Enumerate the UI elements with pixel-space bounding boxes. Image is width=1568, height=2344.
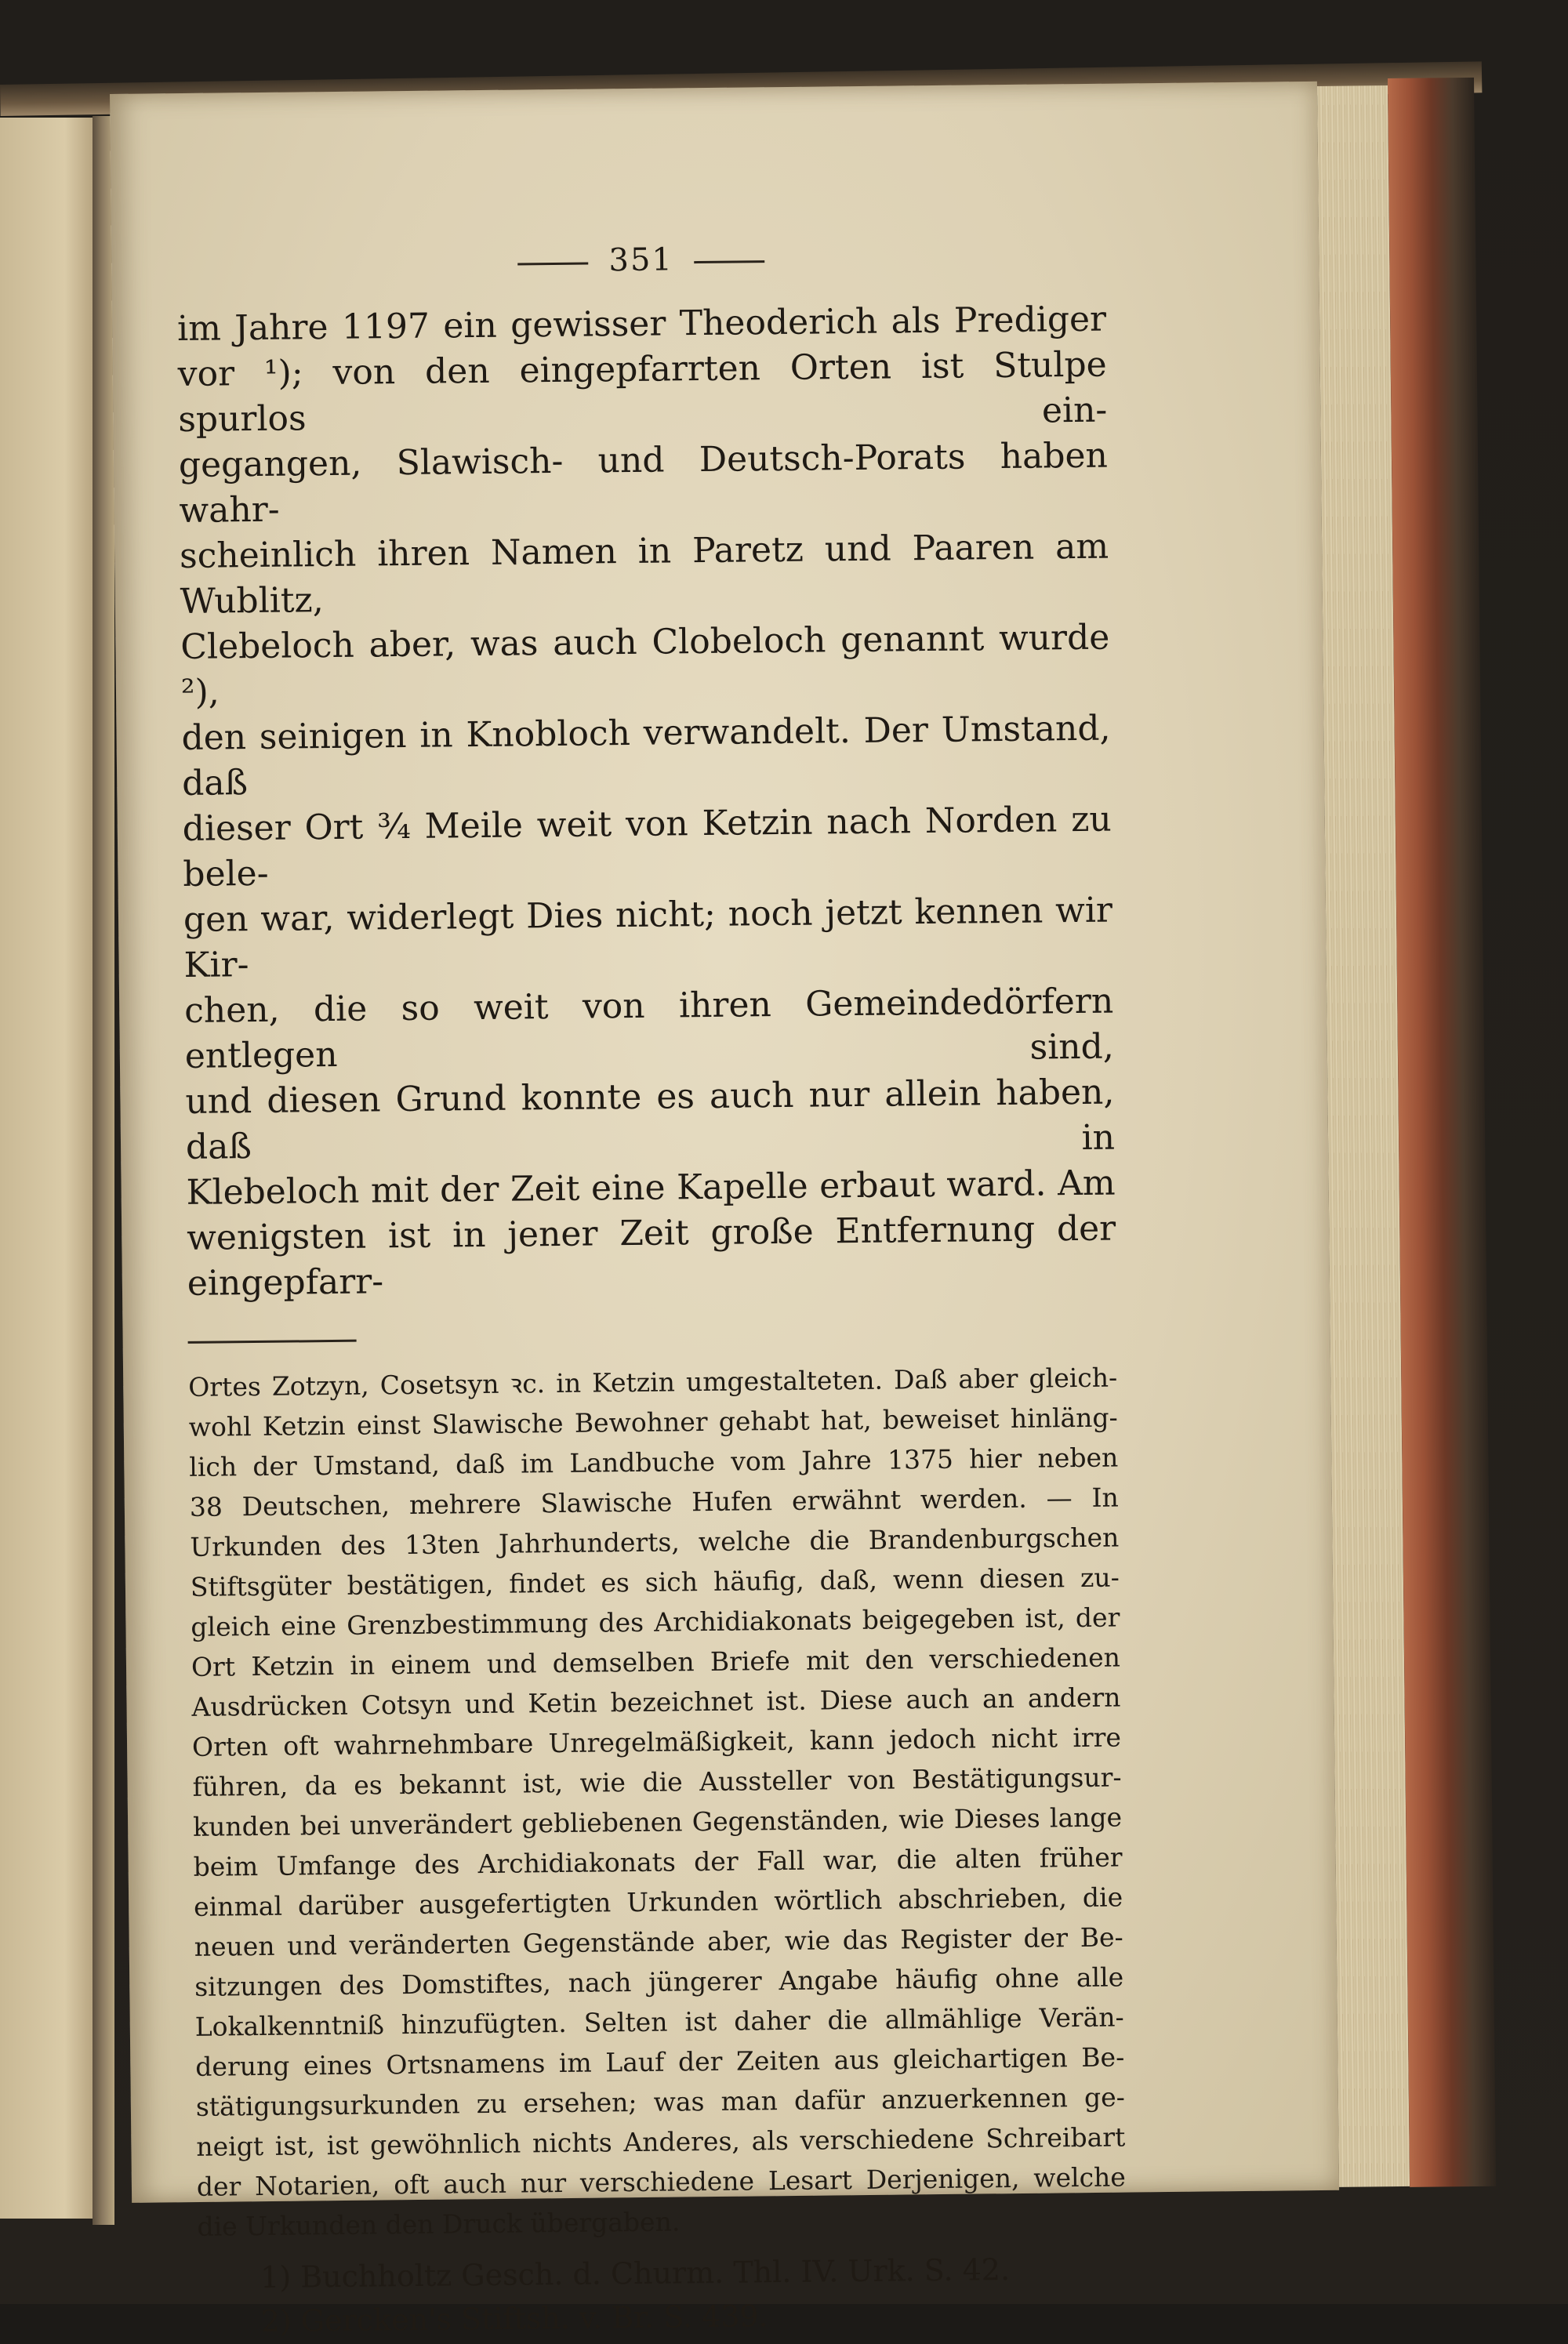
note-line: neuen und veränderten Gegenstände aber, wie das Register der Be- bbox=[194, 1921, 1123, 1962]
body-line: wenigsten ist in jener Zeit große Entfernung der eingepfarr- bbox=[186, 1208, 1116, 1304]
body-line: dieser Ort ¾ Meile weit von Ketzin nach Norden zu bele- bbox=[182, 799, 1112, 894]
continued-note bbox=[188, 1358, 1127, 2247]
body-line: vor ¹); von den eingepfarrten Orten ist Stulpe spurlos ein- bbox=[177, 344, 1108, 440]
note-line: der Notarien, oft auch nur verschiedene Lesart Derjenigen, welche bbox=[196, 2161, 1127, 2202]
note-line: Orten oft wahrnehmbare Unregelmäßigkeit, kann jedoch nicht irre bbox=[191, 1722, 1122, 1762]
note-line: Ort Ketzin in einem und demselben Briefe mit den verschiedenen bbox=[191, 1642, 1121, 1682]
note-line: gleich eine Grenzbestimmung des Archidiakonats beigegeben ist, der bbox=[191, 1602, 1120, 1642]
header-dash-right bbox=[694, 260, 764, 263]
body-line: den seinigen in Knobloch verwandelt. Der Umstand, daß bbox=[181, 708, 1111, 804]
footnote-rule bbox=[188, 1340, 357, 1344]
note-line: kunden bei unverändert gebliebenen Gegenständen, wie Dieses lange bbox=[192, 1802, 1123, 1842]
note-line: sitzungen des Domstiftes, nach jüngerer Angabe häufig ohne alle bbox=[194, 1961, 1124, 2002]
note-line: führen, da es bekannt ist, wie die Aussteller von Bestätigungsur- bbox=[192, 1762, 1122, 1802]
note-line: 38 Deutschen, mehrere Slawische Hufen erwähnt werden. — In bbox=[189, 1482, 1119, 1522]
note-line: die Urkunden den Druck übergaben. bbox=[197, 2206, 681, 2242]
header-dash-left bbox=[518, 262, 589, 265]
body-line: Klebeloch mit der Zeit eine Kapelle erbaut ward. Am bbox=[186, 1163, 1116, 1213]
note-line: Urkunden des 13ten Jahrhunderts, welche die Brandenburgschen bbox=[190, 1522, 1120, 1562]
body-text bbox=[177, 297, 1116, 1307]
note-line: derung eines Ortsnamens im Lauf der Zeiten aus gleichartigen Be- bbox=[195, 2041, 1125, 2082]
note-line: einmal darüber ausgefertigten Urkunden wörtlich abschrieben, die bbox=[193, 1881, 1123, 1922]
footnote-2: 2) Gercken's Stiftsh. v. Br. S. 439. bbox=[260, 2299, 768, 2339]
body-line: Clebeloch aber, was auch Clobeloch genannt wurde ²), bbox=[180, 617, 1110, 713]
note-line: Stiftsgüter bestätigen, findet es sich häufig, daß, wenn diesen zu- bbox=[190, 1562, 1120, 1602]
note-line: stätigungsurkunden zu ersehen; was man dafür anzuerkennen ge- bbox=[195, 2081, 1125, 2122]
body-line: gegangen, Slawisch- und Deutsch-Porats haben wahr- bbox=[178, 435, 1109, 531]
page-content bbox=[176, 238, 1127, 2344]
note-line: Lokalkenntniß hinzufügten. Selten ist daher die allmählige Verän- bbox=[194, 2001, 1124, 2042]
body-line: chen, die so weit von ihren Gemeindedörfern entlegen sind, bbox=[183, 981, 1115, 1076]
note-line: lich der Umstand, daß im Landbuche vom Jahre 1375 hier neben bbox=[189, 1442, 1119, 1482]
note-line: beim Umfange des Archidiakonats der Fall war, die alten früher bbox=[193, 1841, 1123, 1882]
body-line: im Jahre 1197 ein gewisser Theoderich als Prediger bbox=[176, 299, 1107, 349]
body-line: scheinlich ihren Namen in Paretz und Paaren am Wublitz, bbox=[179, 526, 1109, 622]
note-line: Ortes Zotzyn, Cosetsyn ꝛc. in Ketzin umgestalteten. Daß aber gleich- bbox=[188, 1362, 1118, 1402]
book-gutter bbox=[93, 116, 114, 2225]
footnotes bbox=[198, 2246, 1127, 2343]
body-line: und diesen Grund konnte es auch nur allein haben, daß in bbox=[185, 1072, 1116, 1167]
note-line: neigt ist, ist gewöhnlich nichts Anderes, als verschiedene Schreibart bbox=[196, 2121, 1126, 2162]
page-number: 351 bbox=[608, 241, 674, 279]
body-line: gen war, widerlegt Dies nicht; noch jetzt kennen wir Kir- bbox=[183, 890, 1113, 985]
left-page-edge bbox=[0, 118, 97, 2219]
note-line: wohl Ketzin einst Slawische Bewohner gehabt hat, beweiset hinläng- bbox=[188, 1402, 1118, 1442]
footnote-1: 1) Buchholtz Gesch. d. Churm. Thl. IV. Urk. S. 42. bbox=[260, 2252, 1011, 2295]
note-line: Ausdrücken Cotsyn und Ketin bezeichnet ist. Diese auch an andern bbox=[191, 1682, 1121, 1722]
